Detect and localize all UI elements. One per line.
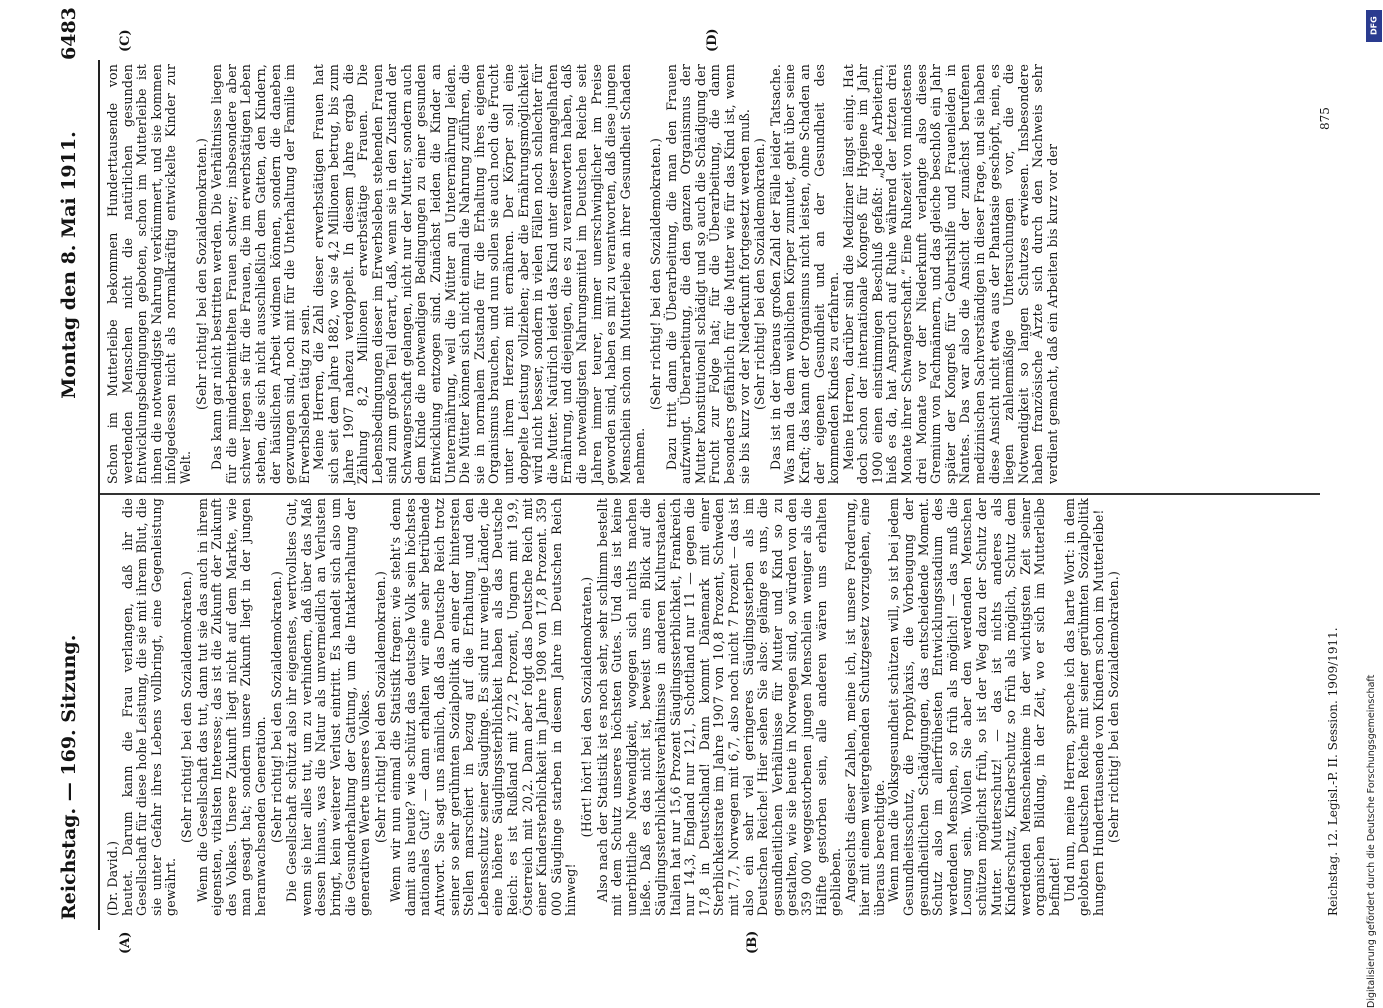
margin-marker-a: (A) bbox=[118, 931, 133, 954]
paragraph: Wenn man die Volksgesundheit schützen will, so ist bei jedem Gesundheitsschutz, die Prophylaxis, die Vorbeugung der gesundheitlichen Schädigungen, das entscheidende Moment. Schutz also im allerfrühesten Entwicklungsstadium des werdenden Menschen, so früh als möglich! — das muß die Losung sein. Wollen Sie aber den werdenden Menschen schützen möglichst früh, so ist der Weg dazu der Schutz der Mutter. Mutterschutz! — das ist nichts anderes als Kinderschutz, Kinderschutz so früh als möglich, Schutz dem werdenden Menschenkeime in der wichtigsten Zeit seiner organischen Bildung, in der Zeit, wo er sich im Mutterleibe befindet! bbox=[886, 498, 1062, 916]
footer-session-info: Reichstag. 12. Legisl.-P. II. Session. 1909/1911. bbox=[1326, 627, 1340, 916]
header-rule-right bbox=[98, 60, 100, 490]
applause-note: (Sehr richtig! bei den Sozialdemokraten.) bbox=[752, 137, 768, 411]
applause-note: (Sehr richtig! bei den Sozialdemokraten.) bbox=[193, 137, 209, 411]
speaker-label: (Dr. David.) bbox=[105, 840, 120, 916]
running-header-left: Reichstag. — 169. Sitzung. bbox=[58, 634, 80, 920]
paragraph: Das kann gar nicht bestritten werden. Die Verhältnisse liegen für die minderbemittelten Frauen schwer; insbesondere aber schwer liegen sie für die Frauen, die im erwerbstätigen Leben stehen, die sich nicht ausschließlich dem Gatten, den Kindern, der häuslichen Arbeit widmen können, sondern die daneben gezwungen sind, noch mit für die Unterhaltung der Familie im Erwerbsleben tätig zu sein. bbox=[209, 64, 312, 484]
applause-note: (Hört! hört! bei den Sozialdemokraten.) bbox=[579, 576, 594, 838]
paragraph: Also nach der Statistik ist es noch sehr, sehr schlimm bestellt mit dem Schutz unseres höchsten Gutes. Und das ist keine unerbittliche Notwendigkeit, wogegen sich nichts machen ließe. Daß es das nicht ist, beweist uns ein Blick auf die Säuglingssterblichkeitsverhältnisse in anderen Kulturstaaten. Italien hat nur 15,6 Prozent Säuglingssterblichkeit, Frankreich nur 14,3, England nur 12,1, Schottland nur 11 — gegen die 17,8 in Deutschland! Dann kommt Dänemark mit einer Sterblichkeitsrate im Jahre 1907 von 10,8 Prozent, Schweden mit 7,7, Norwegen mit 6,7, also noch nicht 7 Prozent — das ist also ein sehr viel geringeres Säuglingssterben als im Deutschen Reiche! Hier sehen Sie also: gelänge es uns, die gesundheitlichen Verhältnisse für Mutter und Kind so zu gestalten, wie sie heute in Norwegen sind, so würden von den 359 000 weggestorbenen jungen Menschlein weniger als die Hälfte gestorben sein, alle anderen wären uns erhalten geblieben. bbox=[594, 498, 844, 916]
page-number: 6483 bbox=[58, 7, 80, 60]
paragraph: Dazu tritt dann die Überarbeitung, die man den Frauen aufzwingt. Überarbeitung, die den ganzen Organismus der Mutter konstitutionell schädigt und so auch die Schädigung der Frucht zur Folge hat; für die Überarbeitung, die dann besonders gefährlich für die Mutter wie für das Kind ist, wenn sie bis kurz vor der Niederkunft fortgesetzt werden muß. bbox=[663, 64, 752, 484]
left-text-column bbox=[106, 498, 1336, 916]
margin-marker-d: (D) bbox=[705, 28, 720, 52]
paragraph: Und nun, meine Herren, spreche ich das harte Wort: in dem gelobten Deutschen Reiche mit seiner gerühmten Sozialpolitik hungern Hunderttausende von Kindern schon im Mutterleibe! bbox=[1061, 498, 1106, 916]
paragraph: Die Gesellschaft schützt also ihr eigenstes, wertvollstes Gut, wenn sie hier alles tut, um zu verhindern, daß über das Maß dessen hinaus, was die Natur als unvermeidlich an Verlusten bringt, kein weiterer Verlust eintritt. Es handelt sich also um die Gesunderhaltung der Gattung, um die Intakterhaltung der generativen Werte unseres Volkes. bbox=[284, 498, 373, 916]
paragraph: Angesichts dieser Zahlen, meine ich, ist unsere Forderung, hier mit einem weitergehenden Schutzgesetz vorzugehen, eine überaus berechtigte. bbox=[842, 498, 887, 916]
margin-marker-c: (C) bbox=[118, 29, 133, 52]
column-separator bbox=[100, 494, 1320, 496]
applause-note: (Sehr richtig! bei den Sozialdemokraten.) bbox=[268, 570, 284, 844]
paragraph: Meine Herren, darüber sind die Mediziner längst einig. Hat doch schon der internationale Kongreß für Hygiene im Jahr 1900 einen einstimmigen Beschluß gefaßt: „Jede Arbeiterin, hieß es da, hat Anspruch auf Ruhe während der letzten drei Monate ihrer Schwangerschaft.“ Eine Ruhezeit von mindestens drei Monate vor der Niederkunft verlangte also dieses Gremium von Fachmännern, und das gleiche beschloß ein Jahr später der Kongreß für Geburtshilfe und Frauenleiden in Nantes. Das war also die Ansicht der zunächst berufenen medizinischen Sachverständigen in dieser Frage, und sie haben diese Ansicht nicht etwa aus der Phantasie geschöpft, nein, es liegen zahlenmäßige Untersuchungen vor, die die Notwendigkeit so langen Schutzes erwiesen. Insbesondere haben französische Ärzte sich durch den Nachweis sehr verdient gemacht, daß ein Arbeiten bis kurz vor der bbox=[840, 64, 1060, 484]
applause-note: (Sehr richtig! bei den Sozialdemokraten.) bbox=[178, 570, 194, 844]
header-rule-left bbox=[98, 480, 100, 930]
applause-note: (Sehr richtig! bei den Sozialdemokraten.) bbox=[1106, 570, 1122, 844]
digitization-credit: Digitalisierung gefördert durch die Deutsche Forschungsgemeinschaft bbox=[1366, 674, 1377, 1008]
paragraph: Meine Herren, die Zahl dieser erwerbstätigen Frauen hat sich seit dem Jahre 1882, wo sie 4,2 Millionen betrug, bis zum Jahre 1907 nahezu verdoppelt. In diesem Jahre ergab die Zählung 8,2 Millionen erwerbstätige Frauen. Die Lebensbedingungen dieser im Erwerbsleben stehenden Frauen sind zum großen Teil derart, daß, wenn sie in den Zustand der Schwangerschaft gelangen, nicht nur der Mutter, sondern auch dem Kinde die notwendigen Bedingungen zu einer gesunden Entwicklung entzogen sind. Zunächst leiden die Kinder an Unterernährung, weil die Mütter an Unterernährung leiden. Die Mütter können sich nicht einmal die Nahrung zuführen, die sie in normalem Zustande für die Erhaltung ihres eigenen Organismus brauchen, und nun sollen sie auch noch die Frucht unter ihrem Herzen mit ernähren. Der Körper soll eine doppelte Leistung vollziehen; aber die Ernährungsmöglichkeit wird nicht besser, sondern in vielen Fällen noch schlechter für die Mutter. Natürlich leidet das Kind unter dieser mangelhaften Ernährung, und diejenigen, die es zu verantworten haben, daß die notwendigsten Nahrungsmittel im Deutschen Reiche seit Jahren immer teurer, immer unerschwinglicher im Preise geworden sind, haben es mit zu verantworten, daß diese jungen Menschlein schon im Mutterleibe an ihrer Gesundheit Schaden nehmen. bbox=[311, 64, 648, 484]
applause-note: (Sehr richtig! bei den Sozialdemokraten.) bbox=[372, 570, 388, 844]
running-header-date: Montag den 8. Mai 1911. bbox=[58, 131, 80, 399]
paragraph: Das ist in der überaus großen Zahl der Fälle leider Tatsache. Was man da dem weiblichen Körper zumutet, geht über seine Kraft; das kann der Organismus nicht leisten, ohne Schaden an der eigenen Gesundheit und an der Gesundheit des kommenden Kindes zu erfahren. bbox=[767, 64, 842, 484]
paragraph: heutet. Darum kann die Frau verlangen, daß ihr die Gesellschaft für diese hohe Leistung, die sie mit ihrem Blut, die sie unter Gefahr ihres Lebens vollbringt, eine Gegenleistung gewährt. bbox=[119, 498, 179, 916]
paragraph: Schon im Mutterleibe bekommen Hunderttausende von werdenden Menschen nicht die natürlichen gesunden Entwicklungsbedingungen geboten, schon im Mutterleibe ist ihnen die notwendigste Nahrung verkümmert, und sie kommen infolgedessen nicht als normalkräftig entwickelte Kinder zur Welt. bbox=[105, 64, 193, 484]
paragraph: Wenn die Gesellschaft das tut, dann tut sie das auch in ihrem eigensten, vitalsten Interesse; das ist die Zukunft der Zukunft des Volkes. Unsere Zukunft liegt nicht auf dem Markte, wie man gesagt hat; sondern unsere Zukunft liegt in der jungen heranwachsenden Generation. bbox=[194, 498, 268, 916]
footer-signature-number: 875 bbox=[1318, 107, 1332, 130]
margin-marker-b: (B) bbox=[745, 930, 760, 954]
dfg-logo-icon: DFG bbox=[1366, 10, 1382, 42]
right-text-column bbox=[106, 64, 1346, 484]
applause-note: (Sehr richtig! bei den Sozialdemokraten.) bbox=[647, 137, 663, 411]
paragraph: Wenn wir nun einmal die Statistik fragen: wie steht's denn damit aus heute? wie schützt das deutsche Volk sein höchstes nationales Gut? — dann erhalten wir eine sehr betrübende Antwort. Sie sagt uns nämlich, daß das Deutsche Reich trotz seiner so sehr gerühmten Sozialpolitik an einer der hintersten Stellen marschiert in bezug auf die Erhaltung und den Lebensschutz seiner Säuglinge. Es sind nur wenige Länder, die eine höhere Säuglingssterblichkeit haben als das Deutsche Reich: es ist Rußland mit 27,2 Prozent, Ungarn mit 19,9, Österreich mit 20,2. Dann aber folgt das Deutsche Reich mit einer Kindersterblichkeit im Jahre 1908 von 17,8 Prozent. 359 000 Säuglinge starben in diesem Jahre im Deutschen Reich hinweg! bbox=[388, 498, 579, 916]
